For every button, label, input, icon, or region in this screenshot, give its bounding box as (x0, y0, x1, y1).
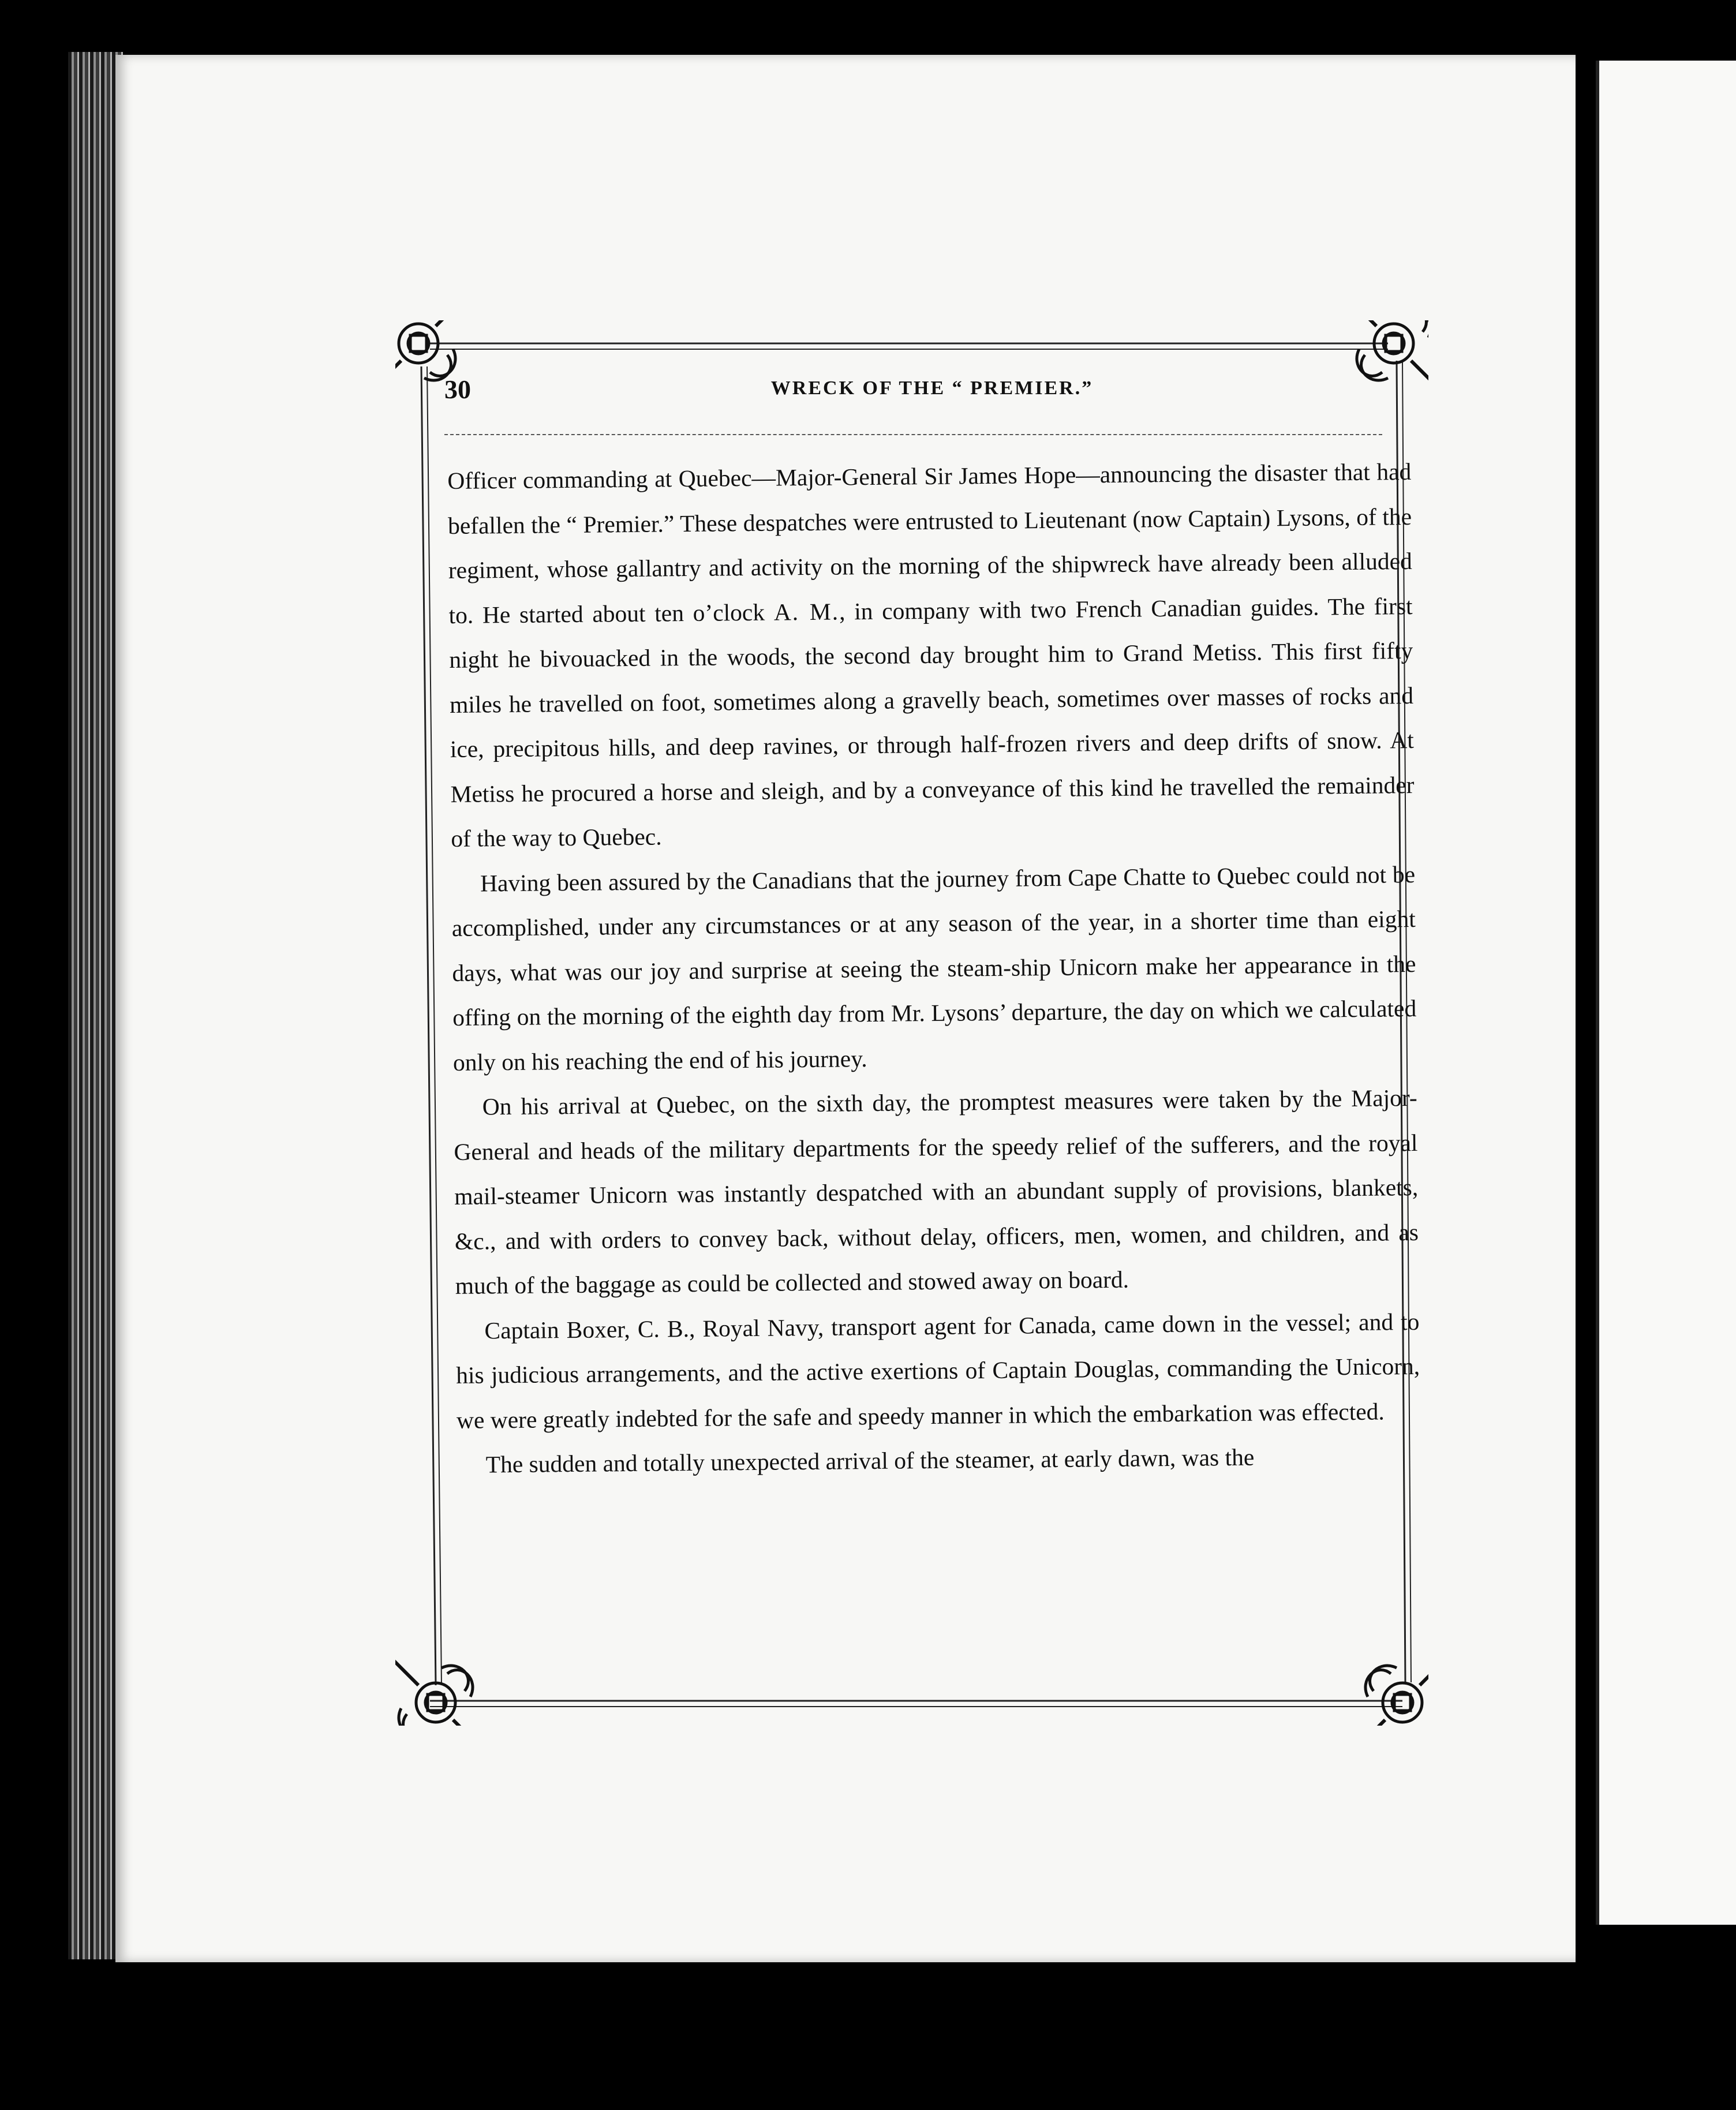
paragraph-5: The sudden and totally unexpected arrival of the steamer, at early dawn, was the (485, 1443, 1255, 1478)
paragraph-1: Officer commanding at Quebec—Major-General Sir James Hope—announcing the disaster that had befallen the “ Premier.” These despatches were entrusted to Lieutenant (now Captain) Lysons, of the regiment, whose gallantry and activity on the morning of the shipwreck have already been alluded to. He started about ten o’clock A. M., in company with two French Canadian guides. The first night he bivouacked in the woods, the second day brought him to Grand Metiss. This first fifty miles he travelled on foot, sometimes along a gravelly beach, sometimes over masses of rocks and ice, precipitous hills, and deep ravines, or through half-frozen rivers and deep drifts of snow. At Metiss he procured a horse and sleigh, and by a conveyance of this kind he travelled the remainder of the way to Quebec. (447, 458, 1415, 852)
corner-ornament-icon-bottom-left (395, 1659, 491, 1726)
page-header (444, 374, 1420, 409)
header-rule (444, 434, 1382, 435)
am-abbreviation: A. M. (773, 597, 840, 626)
paragraph-2: Having been assured by the Canadians that the journey from Cape Chatte to Quebec could not be accomplished, under any circumstances or at any season of the year, in a shorter time than eight days, what was our joy and surprise at seeing the steam-ship Unicorn make her appearance in the offing on the morning of the eighth day from Mr. Lysons’ departure, the day on which we calculated only on his reaching the end of his journey. (451, 861, 1417, 1076)
running-head: WRECK OF THE “ PREMIER.” (770, 377, 1094, 399)
corner-ornament-icon-bottom-right (1348, 1659, 1428, 1726)
book-spine-edge (68, 52, 123, 1959)
facing-page-edge (1596, 61, 1736, 1925)
paragraph-3: On his arrival at Quebec, on the sixth day, the promptest measures were taken by the Major-General and heads of the military departments for the speedy relief of the sufferers, and the royal mail-steamer Unicorn was instantly despatched with an abundant supply of provisions, blankets, &c., and with orders to convey back, without delay, officers, men, women, and children, and as much of the baggage as could be collected and stowed away on board. (454, 1084, 1419, 1299)
paragraph-4: Captain Boxer, C. B., Royal Navy, transport agent for Canada, came down in the vessel; and to his judicious arrangements, and the active exertions of Captain Douglas, commanding the Unicorn, we were greatly indebted for the safe and speedy manner in which the embarkation was effected. (456, 1308, 1420, 1434)
body-text (447, 450, 1421, 1487)
page-number: 30 (444, 375, 471, 404)
